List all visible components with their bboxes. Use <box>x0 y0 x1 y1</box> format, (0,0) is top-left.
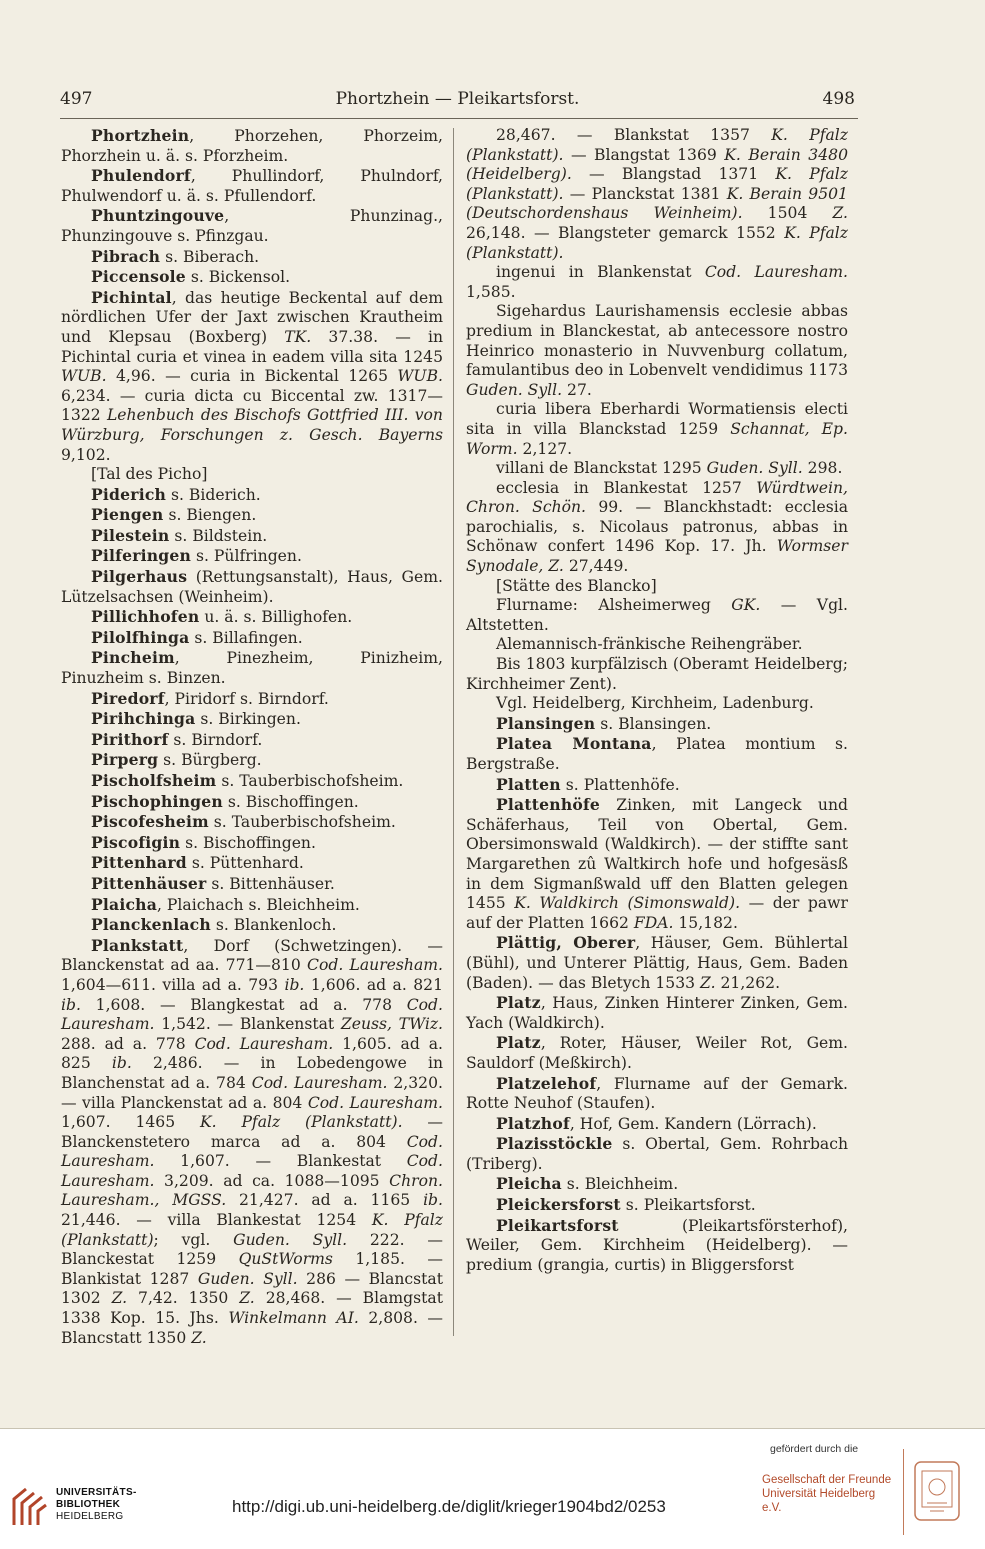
gazetteer-entry: Pittenhäuser s. Bittenhäuser. <box>91 873 335 893</box>
university-seal-icon <box>912 1459 962 1523</box>
gazetteer-entry: Piscofigin s. Bischoffingen. <box>91 832 316 852</box>
left-page-number: 497 <box>60 89 93 109</box>
sponsor-label: gefördert durch die <box>770 1443 859 1455</box>
gazetteer-entry: Pleikartsforst (Pleikartsförsterhof), Weiler, Gem. Kirchheim (Heidelberg). — predium (grangia, curtis) in Bliggersforst <box>466 1215 848 1274</box>
running-header <box>60 86 855 112</box>
gazetteer-entry: Pischolfsheim s. Tauberbischofsheim. <box>91 771 404 790</box>
gazetteer-entry: ecclesia in Blankestat 1257 Würdtwein, Chron. Schön. 99. — Blanckhstadt: ecclesia parochialis, s. Nicolaus patronus, abbas in Schönaw confert 1496 Kop. 17. Jh. Wormser Synodale, Z. 27,449. <box>466 478 848 576</box>
sponsor-divider <box>903 1449 904 1535</box>
gazetteer-entry: Pibrach s. Biberach. <box>91 246 260 266</box>
gazetteer-entry: Platzelehof, Flurname auf der Gemark. Rotte Neuhof (Staufen). <box>466 1073 848 1113</box>
header-rule <box>60 118 858 119</box>
gazetteer-entry: Pirihchinga s. Birkingen. <box>91 709 301 729</box>
gazetteer-entry: Piscofesheim s. Tauberbischofsheim. <box>91 812 396 832</box>
university-library-logo-icon <box>10 1485 50 1529</box>
gazetteer-entry: Pirperg s. Bürgberg. <box>91 750 262 770</box>
gazetteer-entry: Piredorf, Piridorf s. Birndorf. <box>91 688 329 708</box>
gazetteer-entry: Piderich s. Biderich. <box>91 484 261 504</box>
gazetteer-entry: [Tal des Picho] <box>91 465 208 484</box>
gazetteer-entry: Pilgerhaus (Rettungsanstalt), Haus, Gem. Lützelsachsen (Weinheim). <box>61 567 443 606</box>
column-divider <box>453 128 454 1336</box>
gazetteer-entry: Pilolfhinga s. Billafingen. <box>91 627 303 647</box>
gazetteer-entry: Pischophingen s. Bischoffingen. <box>91 791 359 811</box>
gazetteer-entry: Plaicha, Plaichach s. Bleichheim. <box>91 894 360 914</box>
gazetteer-entry: Platten s. Plattenhöfe. <box>496 774 680 794</box>
library-line-3: HEIDELBERG <box>56 1511 124 1522</box>
gazetteer-entry: Pirithorf s. Birndorf. <box>91 729 263 749</box>
right-page-number: 498 <box>822 89 855 109</box>
right-column <box>466 126 848 1275</box>
permalink-url[interactable]: http://digi.ub.uni-heidelberg.de/diglit/krieger1904bd2/0253 <box>232 1497 666 1516</box>
gazetteer-entry: ingenui in Blankenstat Cod. Lauresham. 1,585. <box>466 263 848 301</box>
gazetteer-entry: Bis 1803 kurpfälzisch (Oberamt Heidelberg; Kirchheimer Zent). <box>466 655 848 693</box>
digitization-footer <box>0 1429 985 1549</box>
gazetteer-entry: Plankstatt, Dorf (Schwetzingen). — Blanckenstat ad aa. 771—810 Cod. Lauresham. 1,604—611. villa ad a. 793 ib. 1,606. ad a. 821 ib. 1,608. — Blangkestat ad a. 778 Cod. Lauresham. 1,542. — Blankenstat Zeuss, TWiz. 288. ad a. 778 Cod. Lauresham. 1,605. ad a. 825 ib. 2,486. — in Lobedengowe in Blanchenstat ad a. 784 Cod. Lauresham. 2,320. — villa Planckenstat ad a. 804 Cod. Lauresham. 1,607. 1465 K. Pfalz (Plankstatt). — Blanckenstetero marca ad a. 804 Cod. Lauresham. 1,607. — Blankestat Cod. Lauresham. 3,209. ad ca. 1088—1095 Chron. Lauresham., MGSS. 21,427. ad a. 1165 ib. 21,446. — villa Blankestat 1254 K. Pfalz (Plankstatt); vgl. Guden. Syll. 222. — Blanckestat 1259 QuStWorms 1,185. — Blankistat 1287 Guden. Syll. 286 — Blancstat 1302 Z. 7,42. 1350 Z. 28,468. — Blamgstat 1338 Kop. 15. Jhs. Winkelmann AI. 2,808. — Blancstatt 1350 Z. <box>61 935 444 1347</box>
gazetteer-entry: Platzhof, Hof, Gem. Kandern (Lörrach). <box>496 1113 817 1133</box>
gazetteer-entry: Plazisstöckle s. Obertal, Gem. Rohrbach (Triberg). <box>466 1134 848 1173</box>
library-line-1: UNIVERSITÄTS- <box>56 1487 137 1498</box>
library-name <box>56 1487 137 1523</box>
gazetteer-entry: Pilferingen s. Pülfringen. <box>91 546 302 566</box>
gazetteer-entry: 28,467. — Blankstat 1357 K. Pfalz (Plankstatt). — Blangstat 1369 K. Berain 3480 (Heidelberg). — Blangstad 1371 K. Pfalz (Plankstatt). — Planckstat 1381 K. Berain 9501 (Deutschordenshaus Weinheim). 1504 Z. 26,148. — Blangsteter gemarck 1552 K. Pfalz (Plankstatt). <box>466 126 849 262</box>
left-column <box>61 126 443 1348</box>
gazetteer-entry: Plattenhöfe Zinken, mit Langeck und Schäferhaus, Teil von Obertal, Gem. Obersimonswald (Waldkirch). — der stiffte sant Margarethen zû Waltkirch hofe und hofgesäsß in dem Sigmanßwald uff den Blatten gelegen 1455 K. Waldkirch (Simonswald). — der pawr auf der Platten 1662 FDA. 15,182. <box>466 795 848 932</box>
gazetteer-entry: Phulendorf, Phullindorf, Phulndorf, Phulwendorf u. ä. s. Pfullendorf. <box>61 166 443 205</box>
gazetteer-entry: Pittenhard s. Püttenhard. <box>91 853 304 873</box>
gazetteer-entry: Flurname: Alsheimerweg GK. — Vgl. Altstetten. <box>466 596 848 634</box>
gazetteer-entry: Plansingen s. Blansingen. <box>496 713 712 733</box>
gazetteer-entry: Platz, Haus, Zinken Hinterer Zinken, Gem. Yach (Waldkirch). <box>466 993 848 1032</box>
running-title: Phortzhein — Pleikartsforst. <box>335 89 580 109</box>
gazetteer-entry: Pleicha s. Bleichheim. <box>496 1174 679 1194</box>
gazetteer-entry: Sigehardus Laurishamensis ecclesie abbas predium in Blanckestat, ab antecessore nostro Heinrico monasterio in Nuvvenburg collatum, famulantibus deo in Lobenvelt vendidimus 1173 Guden. Syll. 27. <box>466 302 848 399</box>
gazetteer-entry: Pleickersforst s. Pleikartsforst. <box>496 1195 756 1215</box>
gazetteer-entry: Platea Montana, Platea montium s. Bergstraße. <box>466 734 848 773</box>
gazetteer-entry: Plättig, Oberer, Häuser, Gem. Bühlertal (Bühl), und Unterer Plättig, Haus, Gem. Baden (Baden). — das Bletych 1533 Z. 21,262. <box>466 933 848 992</box>
gazetteer-entry: Phuntzingouve, Phunzinag., Phunzingouve s. Pfinzgau. <box>61 206 443 245</box>
gazetteer-entry: Platz, Roter, Häuser, Weiler Rot, Gem. Sauldorf (Meßkirch). <box>466 1033 848 1072</box>
gazetteer-entry: Vgl. Heidelberg, Kirchheim, Ladenburg. <box>496 694 814 713</box>
gazetteer-entry: Pilestein s. Bildstein. <box>91 525 268 545</box>
gazetteer-entry: Pillichhofen u. ä. s. Billighofen. <box>91 607 353 627</box>
sponsor-line-1: Gesellschaft der Freunde <box>762 1474 892 1486</box>
sponsor-block <box>752 1443 892 1515</box>
gazetteer-entry: Phortzhein, Phorzehen, Phorzeim, Phorzhein u. ä. s. Pforzheim. <box>61 126 443 165</box>
gazetteer-entry: Planckenlach s. Blankenloch. <box>91 915 337 935</box>
sponsor-line-2: Universität Heidelberg e.V. <box>762 1488 876 1514</box>
gazetteer-entry: Piccensole s. Bickensol. <box>91 267 291 287</box>
library-line-2: BIBLIOTHEK <box>56 1499 121 1510</box>
gazetteer-entry: Pichintal, das heutige Beckental auf dem nördlichen Ufer der Jaxt zwischen Krautheim und Klepsau (Boxberg) TK. 37.38. — in Pichintal curia et vinea in eadem villa sita 1245 WUB. 4,96. — curia in Bickental 1265 WUB. 6,234. — curia dicta cu Biccental zw. 1317—1322 Lehenbuch des Bischofs Gottfried III. von Würzburg, Forschungen z. Gesch. Bayerns 9,102. <box>61 287 443 464</box>
gazetteer-entry: Piengen s. Biengen. <box>91 505 257 525</box>
gazetteer-entry: Pincheim, Pinezheim, Pinizheim, Pinuzheim s. Binzen. <box>61 648 443 688</box>
gazetteer-entry: curia libera Eberhardi Wormatiensis electi sita in villa Blanckstad 1259 Schannat, Ep. Worm. 2,127. <box>466 400 848 458</box>
gazetteer-entry: [Stätte des Blancko] <box>496 576 657 595</box>
gazetteer-entry: Alemannisch-fränkische Reihengräber. <box>496 635 803 654</box>
gazetteer-entry: villani de Blanckstat 1295 Guden. Syll. 298. <box>496 459 843 478</box>
